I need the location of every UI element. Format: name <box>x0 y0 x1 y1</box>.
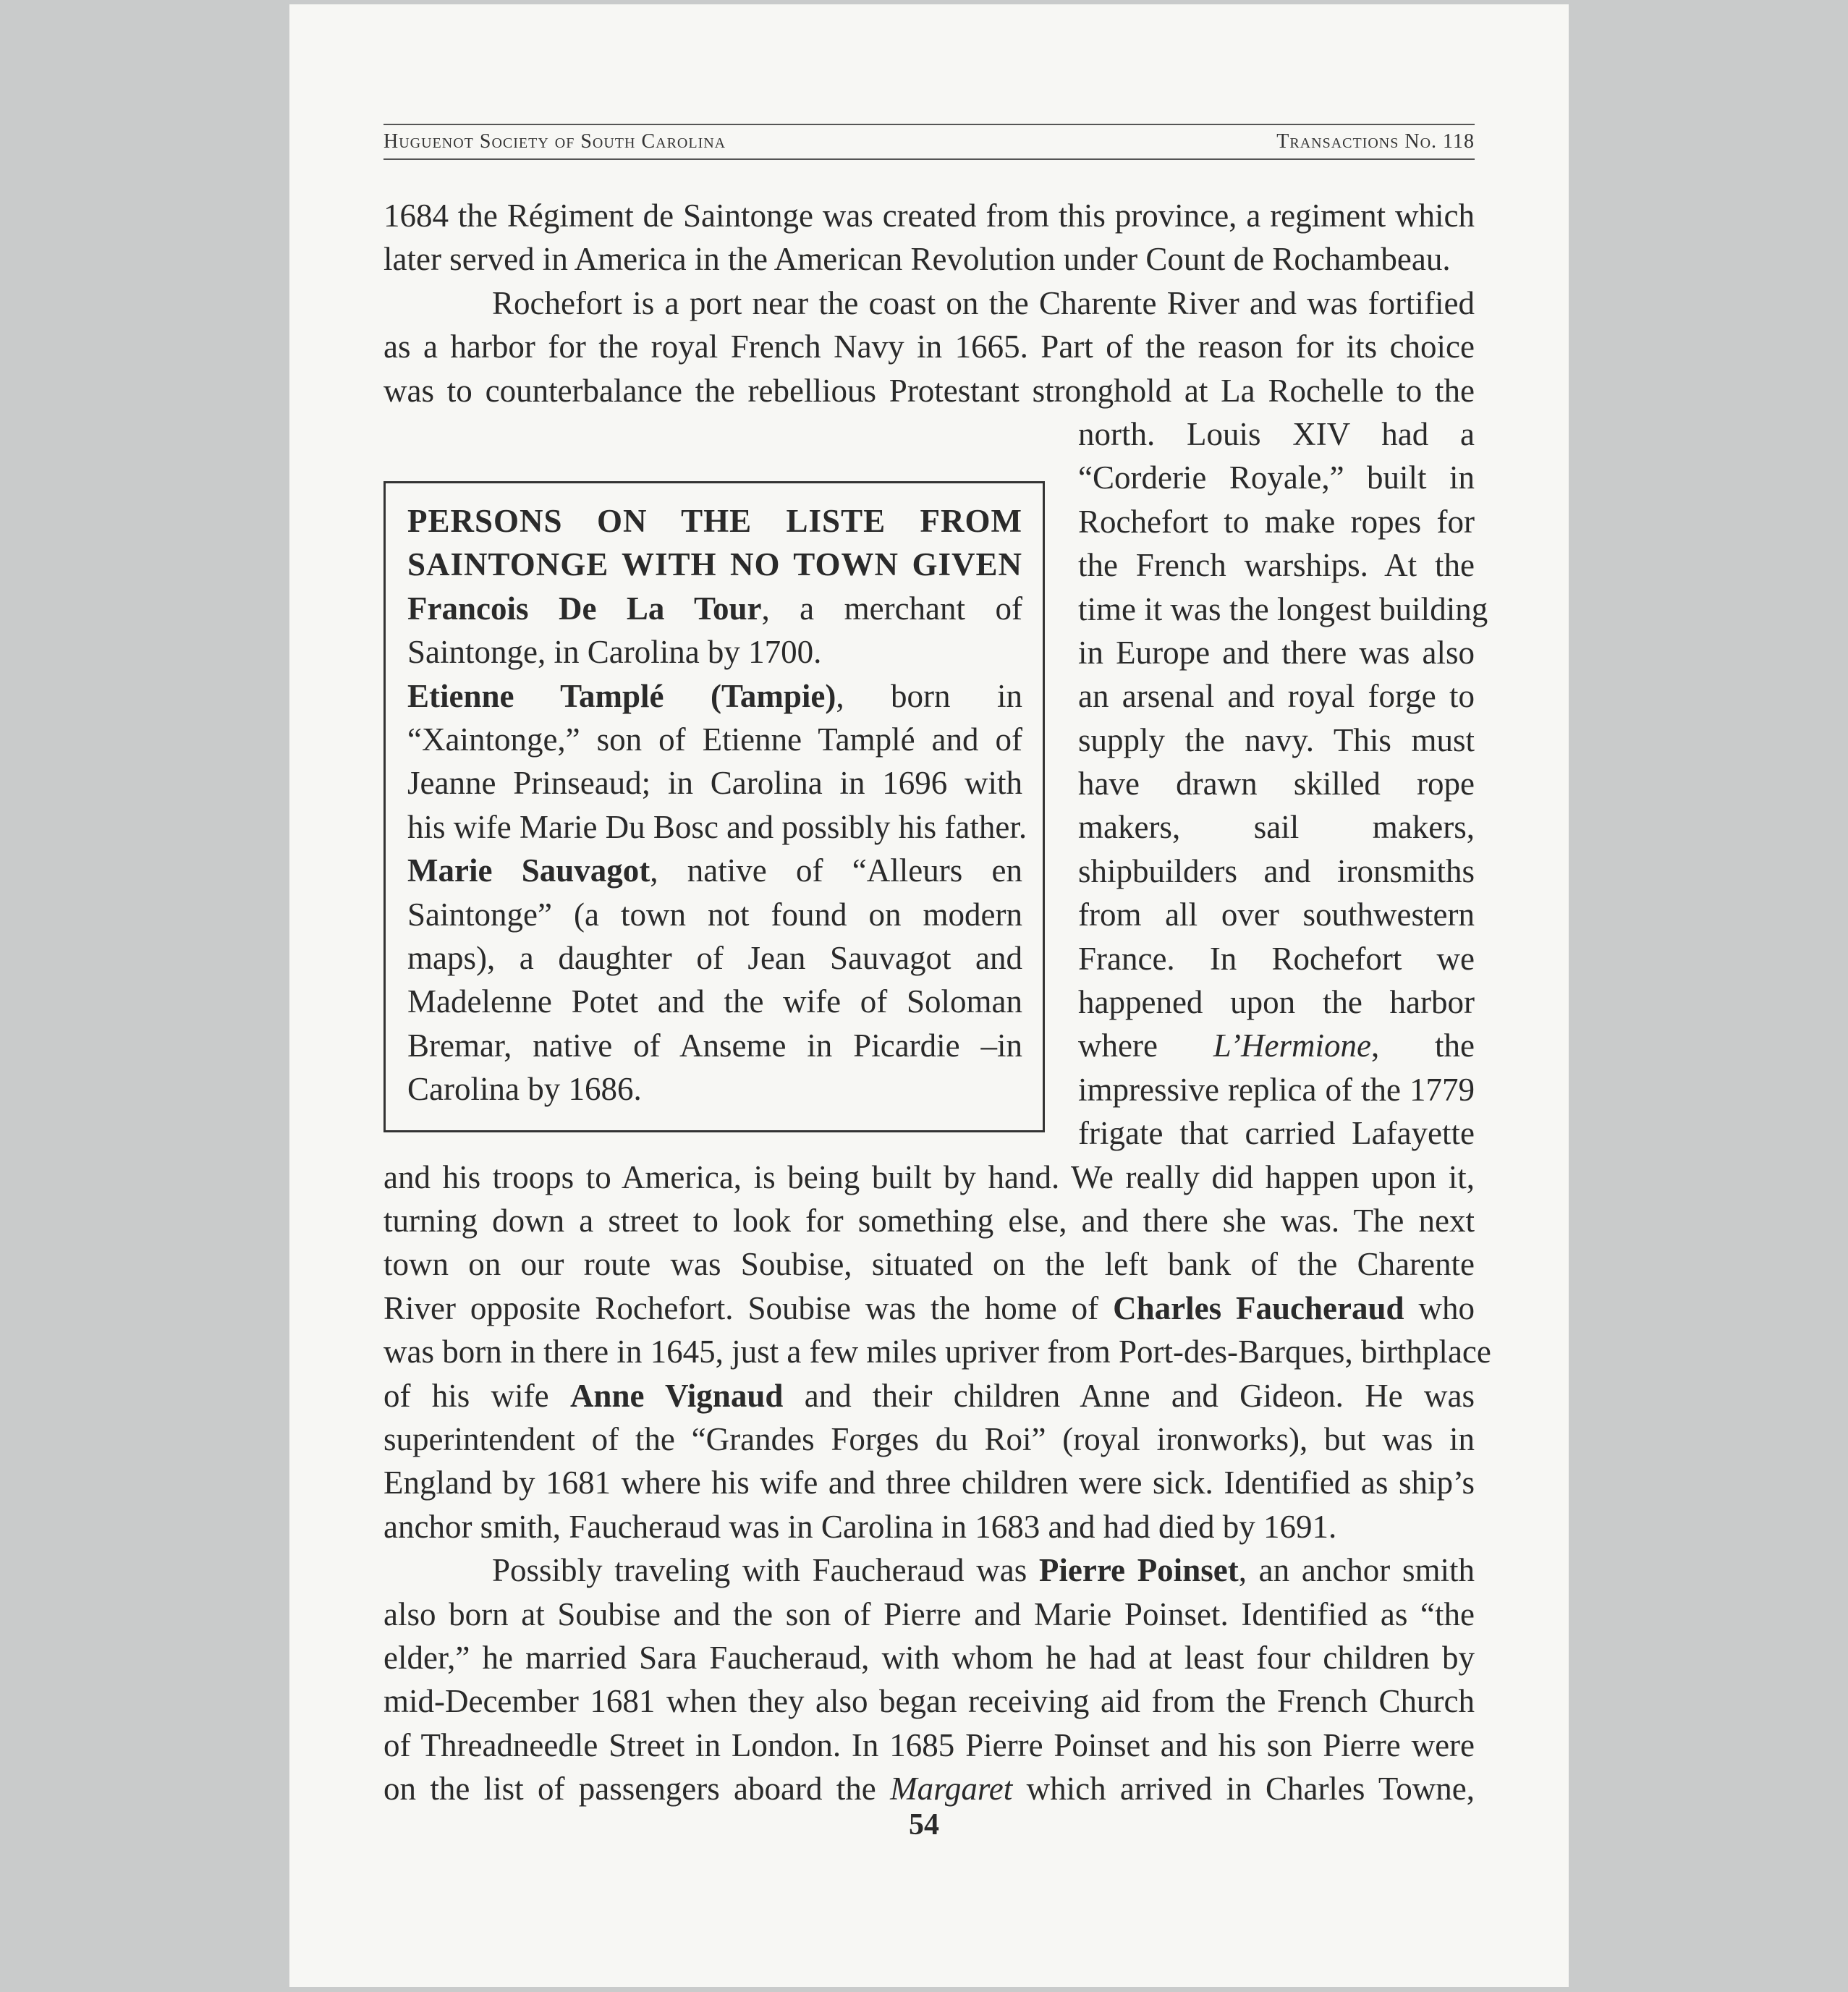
text-line: of Threadneedle Street in London. In 1685 Pierre Poinset and his son Pierre were <box>383 1726 1475 1763</box>
text-segment: , a merchant of <box>761 590 1022 627</box>
sidebar-entry-line <box>407 587 1022 630</box>
person-name: Marie Sauvagot <box>407 852 650 889</box>
text-line: turning down a street to look for something else, and there she was. The next <box>383 1202 1475 1239</box>
text-segment: who <box>1404 1289 1475 1326</box>
text-line: in Europe and there was also <box>1078 634 1475 671</box>
text-line: mid-December 1681 when they also began receiving aid from the French Church <box>383 1683 1475 1720</box>
sidebar-entry-line: Bremar, native of Anseme in Picardie –in <box>407 1027 1022 1064</box>
page-number: 54 <box>909 1808 939 1841</box>
sidebar-entry-line: Madelenne Potet and the wife of Soloman <box>407 983 1022 1020</box>
sidebar-entry-line <box>407 849 1022 892</box>
sidebar-title: PERSONS ON THE LISTE FROM <box>407 503 1022 539</box>
sidebar-entry-line: Saintonge, in Carolina by 1700. <box>407 634 822 671</box>
text-line: as a harbor for the royal French Navy in 1665. Part of the reason for its choice <box>383 329 1475 365</box>
text-segment: , an anchor smith <box>1238 1552 1475 1589</box>
text-line: happened upon the harbor <box>1078 984 1475 1021</box>
person-name: Charles Faucheraud <box>1113 1289 1404 1326</box>
sidebar-entry-line <box>407 674 1022 718</box>
sidebar-entry-line: Carolina by 1686. <box>407 1071 642 1108</box>
text-line: superintendent of the “Grandes Forges du Roi” (royal ironworks), but was in <box>383 1420 1475 1457</box>
running-head-left: Huguenot Society of South Carolina <box>383 130 726 153</box>
text-line: north. Louis XIV had a <box>1078 415 1475 452</box>
text-line: England by 1681 where his wife and three children were sick. Identified as ship’s <box>383 1465 1475 1501</box>
text-line: the French warships. At the <box>1078 547 1475 584</box>
sidebar-box <box>383 481 1045 1132</box>
text-line: impressive replica of the 1779 <box>1078 1071 1475 1108</box>
sidebar-entry-line: his wife Marie Du Bosc and possibly his father. <box>407 808 1027 845</box>
text-line: makers, sail makers, <box>1078 809 1475 846</box>
text-line <box>383 1287 1475 1330</box>
text-line: supply the navy. This must <box>1078 721 1475 758</box>
text-line: and his troops to America, is being built by hand. We really did happen upon it, <box>383 1158 1475 1195</box>
text-segment: and their children Anne and Gideon. He was <box>783 1377 1475 1414</box>
text-line: town on our route was Soubise, situated on the left bank of the Charente <box>383 1246 1475 1283</box>
sidebar-entry-line: Saintonge” (a town not found on modern <box>407 896 1022 933</box>
text-line <box>1078 1024 1475 1067</box>
text-line: have drawn skilled rope <box>1078 766 1475 802</box>
text-segment: of his wife <box>383 1377 570 1414</box>
person-name: Pierre Poinset <box>1038 1552 1239 1589</box>
text-segment: where <box>1078 1027 1213 1064</box>
ship-name: Margaret <box>890 1771 1013 1807</box>
text-line: Rochefort is a port near the coast on the Charente River and was fortified <box>492 284 1475 321</box>
text-line: “Corderie Royale,” built in <box>1078 459 1475 496</box>
text-line: later served in America in the American Revolution under Count de Rochambeau. <box>383 241 1451 278</box>
text-segment: , native of “Alleurs en <box>650 852 1022 889</box>
sidebar-entry-line: “Xaintonge,” son of Etienne Tamplé and of <box>407 721 1022 758</box>
text-line: an arsenal and royal forge to <box>1078 678 1475 715</box>
text-line: frigate that carried Lafayette <box>1078 1115 1475 1152</box>
text-line: France. In Rochefort we <box>1078 940 1475 977</box>
text-line: 1684 the Régiment de Saintonge was created from this province, a regiment which <box>383 198 1475 234</box>
text-line: anchor smith, Faucheraud was in Carolina in 1683 and had died by 1691. <box>383 1508 1337 1545</box>
text-line: from all over southwestern <box>1078 897 1475 933</box>
text-segment: Possibly traveling with Faucheraud was <box>492 1552 1039 1589</box>
running-head <box>383 124 1475 160</box>
person-name: Anne Vignaud <box>569 1377 784 1414</box>
person-name: Etienne Tamplé (Tampie) <box>407 677 836 714</box>
text-segment: , born in <box>836 677 1022 714</box>
text-segment: which arrived in Charles Towne, <box>1012 1771 1475 1807</box>
text-line: shipbuilders and ironsmiths <box>1078 852 1475 889</box>
document-page <box>289 4 1569 1987</box>
text-line: time it was the longest building <box>1078 590 1488 627</box>
sidebar-entry-line: maps), a daughter of Jean Sauvagot and <box>407 939 1022 976</box>
text-line <box>383 1767 1475 1810</box>
text-line <box>383 1374 1475 1417</box>
text-line: was to counterbalance the rebellious Protestant stronghold at La Rochelle to the <box>383 372 1475 409</box>
person-name: Francois De La Tour <box>407 590 762 627</box>
sidebar-entry-line: Jeanne Prinseaud; in Carolina in 1696 with <box>407 765 1022 802</box>
text-line <box>383 1548 1475 1592</box>
text-segment: River opposite Rochefort. Soubise was the home of <box>383 1289 1114 1326</box>
running-head-right: Transactions No. 118 <box>1276 130 1475 153</box>
text-segment: , the <box>1371 1027 1475 1064</box>
text-line: Rochefort to make ropes for <box>1078 503 1475 540</box>
text-line: was born in there in 1645, just a few miles upriver from Port-des-Barques, birthplace <box>383 1334 1491 1370</box>
text-line: also born at Soubise and the son of Pierre and Marie Poinset. Identified as “the <box>383 1595 1475 1632</box>
ship-name: L’Hermione <box>1213 1027 1371 1064</box>
text-line: elder,” he married Sara Faucheraud, with whom he had at least four children by <box>383 1639 1475 1676</box>
sidebar-title: SAINTONGE WITH NO TOWN GIVEN <box>407 546 1022 583</box>
text-segment: on the list of passengers aboard the <box>383 1771 891 1807</box>
